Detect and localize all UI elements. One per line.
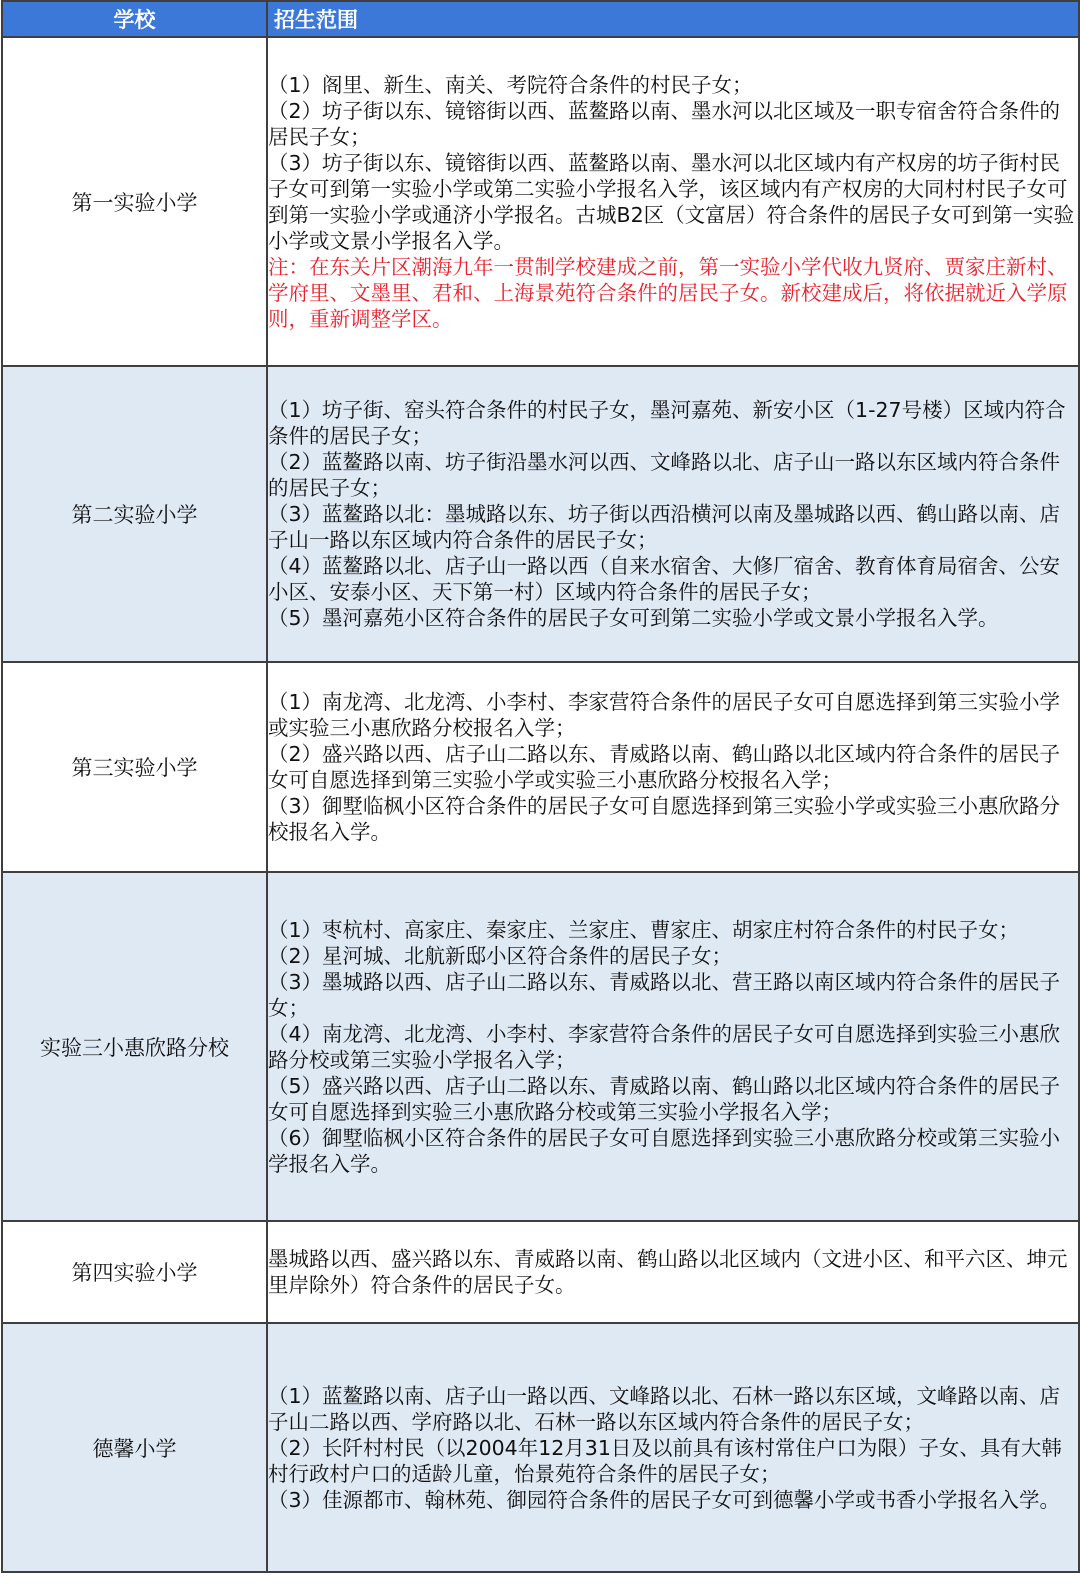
scope-cell: [267, 37, 1079, 366]
scope-line: （5）盛兴路以西、店子山二路以东、青威路以南、鹤山路以北区域内符合条件的居民子女可自愿选择到实验三小惠欣路分校或第三实验小学报名入学；: [268, 1073, 1061, 1124]
scope-note: 注：在东关片区潮海九年一贯制学校建成之前，第一实验小学代收九贤府、贾家庄新村、学府里、文墨里、君和、上海景苑符合条件的居民子女。新校建成后，将依据就近入学原则，重新调整学区。: [268, 254, 1068, 331]
scope-line: （3）御墅临枫小区符合条件的居民子女可自愿选择到第三实验小学或实验三小惠欣路分校报名入学。: [268, 794, 1061, 844]
scope-cell: [267, 1323, 1079, 1572]
scope-line: （1）蓝鳌路以南、店子山一路以西、文峰路以北、石林一路以东区域，文峰路以南、店子山二路以西、学府路以北、石林一路以东区域内符合条件的居民子女；: [268, 1383, 1061, 1434]
scope-line: （1）枣杭村、高家庄、秦家庄、兰家庄、曹家庄、胡家庄村符合条件的村民子女；: [268, 917, 1020, 942]
school-name: 第一实验小学: [2, 37, 267, 366]
table-row: [2, 662, 1079, 872]
table-row: [2, 366, 1079, 662]
scope-line: （3）坊子街以东、镜镕街以西、蓝鳌路以南、墨水河以北区域内有产权房的坊子街村民子女可到第一实验小学或第二实验小学报名入学，该区域内有产权房的大同村村民子女可到第一实验小学或通济小学报名。古城B2区（文富居）符合条件的居民子女可到第一实验小学或文景小学报名入学。: [268, 150, 1075, 253]
scope-cell: [267, 366, 1079, 662]
enrollment-zone-table: [1, 0, 1080, 1573]
scope-line: （1）阁里、新生、南关、考院符合条件的村民子女；: [268, 72, 753, 97]
school-name: 第四实验小学: [2, 1221, 267, 1323]
scope-line: （2）蓝鳌路以南、坊子街沿墨水河以西、文峰路以北、店子山一路以东区域内符合条件的居民子女；: [268, 450, 1061, 500]
scope-line: （2）坊子街以东、镜镕街以西、蓝鳌路以南、墨水河以北区域及一职专宿舍符合条件的居民子女；: [268, 98, 1061, 149]
table-row: [2, 1221, 1079, 1323]
scope-cell: [267, 872, 1079, 1221]
school-name: 德馨小学: [2, 1323, 267, 1572]
scope-line: （2）长阡村村民（以2004年12月31日及以前具有该村常住户口为限）子女、具有大韩村行政村户口的适龄儿童，怡景苑符合条件的居民子女；: [268, 1435, 1062, 1486]
scope-line: （3）佳源都市、翰林苑、御园符合条件的居民子女可到德馨小学或书香小学报名入学。: [268, 1487, 1061, 1512]
scope-line: （6）御墅临枫小区符合条件的居民子女可自愿选择到实验三小惠欣路分校或第三实验小学报名入学。: [268, 1125, 1061, 1176]
scope-line: （1）南龙湾、北龙湾、小李村、李家营符合条件的居民子女可自愿选择到第三实验小学或实验三小惠欣路分校报名入学；: [268, 690, 1061, 740]
scope-line: （2）盛兴路以西、店子山二路以东、青威路以南、鹤山路以北区域内符合条件的居民子女可自愿选择到第三实验小学或实验三小惠欣路分校报名入学；: [268, 742, 1061, 792]
scope-line: （2）星河城、北航新邸小区符合条件的居民子女；: [268, 943, 733, 968]
scope-line: （3）蓝鳌路以北：墨城路以东、坊子街以西沿横河以南及墨城路以西、鹤山路以南、店子山一路以东区域内符合条件的居民子女；: [268, 502, 1061, 552]
scope-line: （1）坊子街、窑头符合条件的村民子女，墨河嘉苑、新安小区（1-27号楼）区域内符合条件的居民子女；: [268, 398, 1066, 448]
scope-line: （5）墨河嘉苑小区符合条件的居民子女可到第二实验小学或文景小学报名入学。: [268, 606, 999, 630]
school-name: 第三实验小学: [2, 662, 267, 872]
scope-cell: [267, 662, 1079, 872]
table-row: [2, 872, 1079, 1221]
header-school: 学校: [2, 1, 267, 37]
table-header-row: [2, 1, 1079, 37]
table-row: [2, 1323, 1079, 1572]
scope-line: （4）蓝鳌路以北、店子山一路以西（自来水宿舍、大修厂宿舍、教育体育局宿舍、公安小区、安泰小区、天下第一村）区域内符合条件的居民子女；: [268, 554, 1061, 604]
scope-line: 墨城路以西、盛兴路以东、青威路以南、鹤山路以北区域内（文进小区、和平六区、坤元里岸除外）符合条件的居民子女。: [268, 1247, 1068, 1297]
school-name: 实验三小惠欣路分校: [2, 872, 267, 1221]
scope-line: （3）墨城路以西、店子山二路以东、青威路以北、营王路以南区域内符合条件的居民子女；: [268, 969, 1061, 1020]
table-row: [2, 37, 1079, 366]
scope-line: （4）南龙湾、北龙湾、小李村、李家营符合条件的居民子女可自愿选择到实验三小惠欣路分校或第三实验小学报名入学；: [268, 1021, 1061, 1072]
header-scope: 招生范围: [267, 1, 1079, 37]
scope-cell: [267, 1221, 1079, 1323]
school-name: 第二实验小学: [2, 366, 267, 662]
